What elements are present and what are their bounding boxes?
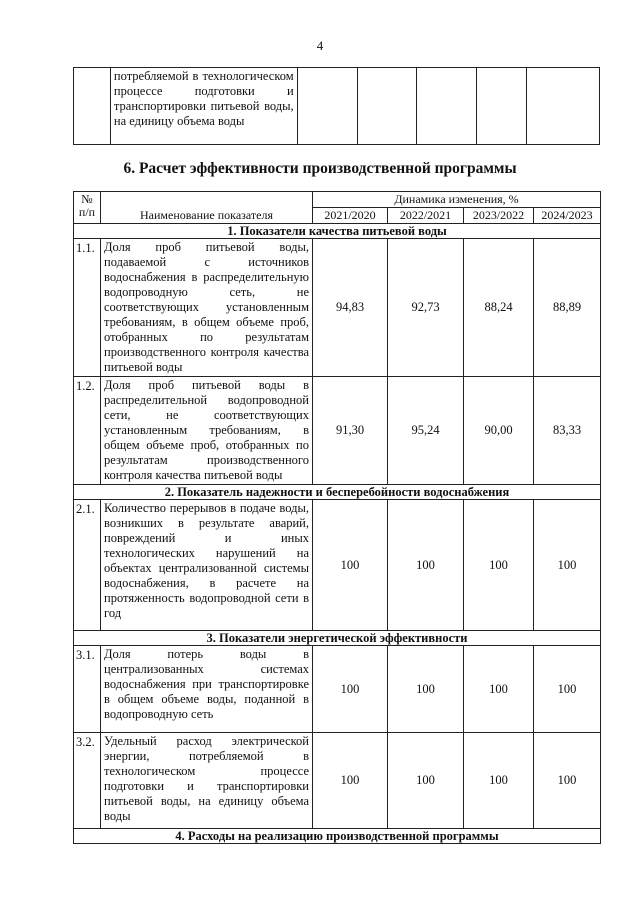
dynamics-value: 100 [313,646,388,733]
table-row [74,239,601,377]
dynamics-value: 100 [388,733,464,829]
fragment-value-cell [357,68,417,145]
section-title: 2. Показатель надежности и бесперебойности водоснабжения [74,485,601,500]
previous-table-fragment [73,67,600,145]
section-title: 4. Расходы на реализацию производственной программы [74,829,601,844]
dynamics-value: 100 [313,500,388,631]
row-number: 1.2. [74,377,101,485]
row-number: 3.1. [74,646,101,733]
fragment-value-cell [417,68,477,145]
name-header: Наименование показателя [101,192,313,224]
row-number: 3.2. [74,733,101,829]
table-row [74,500,601,631]
dynamics-value: 100 [388,500,464,631]
section-row [74,224,601,239]
section-title: 1. Показатели качества питьевой воды [74,224,601,239]
section-row [74,829,601,844]
indicator-name: Количество перерывов в подаче воды, возникших в результате аварий, повреждений и иных технологических нарушений на объектах централизованной системы водоснабжения, в расчете на протяженность водопроводной сети в год [101,500,313,631]
indicator-name: Доля проб питьевой воды, подаваемой с источников водоснабжения в распределительную водопроводную сеть, не соответствующих установленным требованиям, в общем объеме проб, отобранных по результатам производственного контроля качества питьевой воды [101,239,313,377]
section-title: 3. Показатели энергетической эффективности [74,631,601,646]
dynamics-value: 100 [464,733,534,829]
fragment-value-cell [297,68,357,145]
dynamics-value: 88,24 [464,239,534,377]
section-heading: 6. Расчет эффективности производственной программы [123,160,517,177]
dynamics-value: 91,30 [313,377,388,485]
fragment-num-cell [74,68,111,145]
dynamics-value: 88,89 [534,239,601,377]
section-row [74,631,601,646]
num-header-line2: п/п [78,205,96,219]
dynamics-value: 90,00 [464,377,534,485]
dynamics-value: 100 [534,733,601,829]
num-header [74,192,101,224]
year-header: 2023/2022 [464,208,534,224]
dynamics-value: 94,83 [313,239,388,377]
indicator-name: Удельный расход электрической энергии, потребляемой в технологическом процессе подготовки и транспортировки питьевой воды, на единицу объема воды [101,733,313,829]
dynamics-value: 100 [464,500,534,631]
indicator-name: Доля проб питьевой воды в распределительной водопроводной сети, не соответствующих установленным требованиям, в общем объеме проб, отобранных по результатам производственного контроля качества питьевой воды [101,377,313,485]
efficiency-table [73,191,601,844]
year-header: 2021/2020 [313,208,388,224]
dynamics-value: 83,33 [534,377,601,485]
dynamics-value: 100 [534,500,601,631]
page-number: 4 [316,38,324,53]
dynamics-header: Динамика изменения, % [313,192,601,208]
indicator-name: Доля потерь воды в централизованных системах водоснабжения при транспортировке в общем объеме воды, поданной в водопроводную сеть [101,646,313,733]
row-number: 1.1. [74,239,101,377]
year-header: 2022/2021 [388,208,464,224]
dynamics-value: 100 [534,646,601,733]
year-header: 2024/2023 [534,208,601,224]
fragment-name-cell: потребляемой в технологическом процессе подготовки и транспортировки питьевой воды, на единицу объема воды [110,68,297,145]
fragment-value-cell [477,68,527,145]
dynamics-value: 92,73 [388,239,464,377]
num-header-line1: № [81,192,93,206]
fragment-value-cell [527,68,600,145]
dynamics-value: 100 [464,646,534,733]
table-row [74,646,601,733]
section-row [74,485,601,500]
table-row [74,733,601,829]
dynamics-value: 95,24 [388,377,464,485]
dynamics-value: 100 [388,646,464,733]
dynamics-value: 100 [313,733,388,829]
table-row [74,377,601,485]
row-number: 2.1. [74,500,101,631]
